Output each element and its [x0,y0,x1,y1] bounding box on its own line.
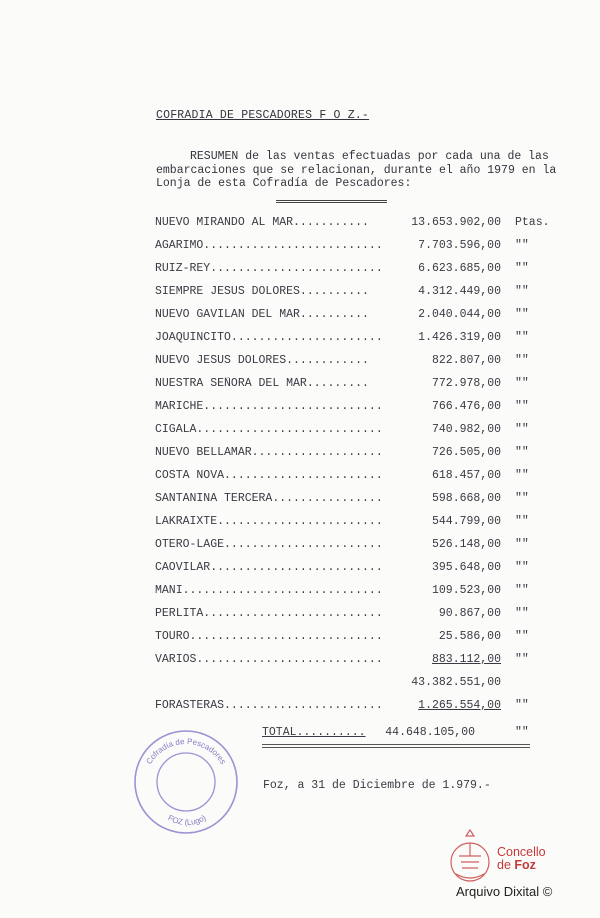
vessel-name: SANTANINA TERCERA................ [155,492,383,505]
brand-line-1: Concello [497,845,546,859]
ditto-mark: "" [515,423,529,436]
vessel-amount: 598.668,00 [431,492,501,505]
svg-text:Cofradía de Pescadores [144,737,227,766]
stamp-top-text: Cofradía de Pescadores [144,736,228,766]
vessel-name: JOAQUINCITO...................... [155,331,383,344]
subtotal-amount: 43.382.551,00 [411,676,501,689]
table-row [155,607,575,630]
stamp-bottom-text: FOZ (Lugo) [166,813,208,828]
closing-date-line: Foz, a 31 de Diciembre de 1.979.- [263,779,491,792]
ditto-mark: "" [515,308,529,321]
cofradia-stamp-icon [131,727,241,837]
table-row [155,354,575,377]
total-amount: 44.648.105,00 [385,726,475,739]
vessel-amount: 13.653.902,00 [411,216,501,229]
ditto-mark: "" [515,726,529,739]
vessel-name: AGARIMO.......................... [155,239,383,252]
total-label: TOTAL.......... [262,726,366,739]
vessel-amount: 618.457,00 [431,469,501,482]
vessel-name: NUESTRA SEÑORA DEL MAR......... [155,377,369,390]
vessel-name: PERLITA.......................... [155,607,383,620]
vessel-amount: 766.476,00 [431,400,501,413]
ditto-mark: "" [515,446,529,459]
vessel-name: NUEVO GAVILAN DEL MAR.......... [155,308,369,321]
table-row [155,239,575,262]
vessel-amount: 883.112,00 [431,653,501,666]
table-row [155,515,575,538]
svg-text:FOZ (Lugo) [166,813,208,827]
sales-table [155,216,575,722]
vessel-amount: 772.978,00 [431,377,501,390]
ditto-mark: "" [515,285,529,298]
ditto-mark: "" [515,699,529,712]
vessel-name: VARIOS........................... [155,653,383,666]
vessel-name: TOURO............................ [155,630,383,643]
ditto-mark: "" [515,584,529,597]
ditto-mark: "" [515,630,529,643]
ditto-mark: "" [515,515,529,528]
vessel-amount: 7.703.596,00 [418,239,501,252]
ditto-mark: "" [515,400,529,413]
ditto-mark: "" [515,492,529,505]
ditto-mark: "" [515,377,529,390]
total-double-underline [262,744,530,748]
vessel-amount: 740.982,00 [431,423,501,436]
table-row [155,377,575,400]
table-row [155,423,575,446]
table-row [155,561,575,584]
vessel-amount: 526.148,00 [431,538,501,551]
table-row [155,285,575,308]
vessel-name: NUEVO MIRANDO AL MAR........... [155,216,369,229]
table-row [155,331,575,354]
ditto-mark: "" [515,538,529,551]
brand-line-2-bold: Foz [514,858,536,872]
concello-foz-wordmark [497,846,546,872]
foreign-vessels-row [155,699,575,722]
vessel-name: LAKRAIXTE........................ [155,515,383,528]
vessel-name: CIGALA........................... [155,423,383,436]
ditto-mark: "" [515,331,529,344]
table-row [155,538,575,561]
vessel-amount: 544.799,00 [431,515,501,528]
vessel-amount: 109.523,00 [431,584,501,597]
foreign-amount: 1.265.554,00 [418,699,501,712]
vessel-name: SIEMPRE JESUS DOLORES.......... [155,285,369,298]
intro-underline-divider [276,200,387,203]
intro-line-3: Lonja de esta Cofradía de Pescadores: [156,177,412,190]
ditto-mark: "" [515,354,529,367]
table-row [155,262,575,285]
ditto-mark: "" [515,239,529,252]
subtotal-row [155,676,575,699]
table-row-varios [155,653,575,676]
vessel-amount: 2.040.044,00 [418,308,501,321]
vessel-name: MARICHE.......................... [155,400,383,413]
vessel-name: CAOVILAR......................... [155,561,383,574]
currency-unit: Ptas. [515,216,550,229]
table-row [155,492,575,515]
ditto-mark: "" [515,653,529,666]
table-row [155,216,575,239]
intro-line-2: embarcaciones que se relacionan, durante el año 1979 en la [156,163,557,177]
vessel-amount: 726.505,00 [431,446,501,459]
table-row [155,308,575,331]
ditto-mark: "" [515,262,529,275]
table-row [155,630,575,653]
intro-line-1: RESUMEN de las ventas efectuadas por cada una de las [190,150,549,163]
vessel-amount: 6.623.685,00 [418,262,501,275]
foreign-label: FORASTERAS....................... [155,699,383,712]
ditto-mark: "" [515,607,529,620]
table-row [155,400,575,423]
vessel-amount: 822.807,00 [431,354,501,367]
vessel-amount: 1.426.319,00 [418,331,501,344]
ditto-mark: "" [515,561,529,574]
table-row [155,469,575,492]
table-row [155,446,575,469]
vessel-name: NUEVO JESUS DOLORES............ [155,354,369,367]
archive-credit: Arquivo Dixital © [456,884,553,899]
vessel-name: NUEVO BELLAMAR................... [155,446,383,459]
vessel-amount: 90.867,00 [438,607,501,620]
vessel-amount: 25.586,00 [438,630,501,643]
vessel-name: COSTA NOVA....................... [155,469,383,482]
vessel-name: MANI............................. [155,584,383,597]
document-heading: COFRADIA DE PESCADORES F O Z.- [156,109,370,122]
table-row [155,584,575,607]
brand-line-2-prefix: de [497,858,515,872]
vessel-name: RUIZ-REY......................... [155,262,383,275]
vessel-amount: 4.312.449,00 [418,285,501,298]
ditto-mark: "" [515,469,529,482]
vessel-name: OTERO-LAGE....................... [155,538,383,551]
vessel-amount: 395.648,00 [431,561,501,574]
intro-paragraph [156,150,576,191]
